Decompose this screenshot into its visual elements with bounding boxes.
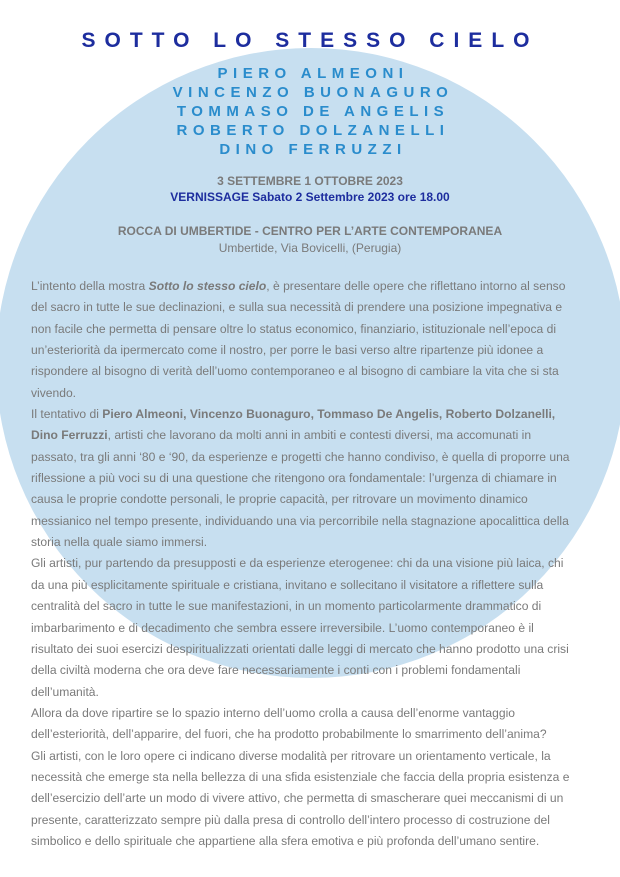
venue-name: ROCCA DI UMBERTIDE - CENTRO PER L’ARTE CONTEMPORANEA	[117, 224, 503, 238]
exhibition-title: SOTTO LO STESSO CIELO	[81, 29, 539, 52]
text-line: dell’umanità.	[31, 684, 99, 699]
text-line: Allora da dove ripartire se lo spazio interno dell’uomo crolla a causa dell’enorme vantaggio	[31, 705, 516, 720]
artist-name: VINCENZO BUONAGURO	[172, 84, 454, 101]
text-line: centralità del sacro in tutte le sue manifestazioni, in un momento particolarmente drammatico di	[31, 599, 542, 614]
text-line: risultato dei suoi esercizi despiritualizzati orientati dalle leggi di mercato che hanno prodotto una crisi	[31, 641, 569, 656]
text-line: necessità che emerge sta nella bellezza di una sfida esistenziale che faccia della propria esistenza e	[31, 769, 570, 784]
text-line: non facile che permetta di pensare oltre lo status economico, finanziario, istituzionale nell’epoca di	[31, 321, 557, 336]
text-line: imbarbarimento e di decadimento che sembra essere irreversibile. L’uomo contemporaneo è il	[31, 620, 534, 635]
text-line: Gli artisti, con le loro opere ci indicano diverse modalità per ritrovare un orientamento verticale, la	[31, 748, 551, 763]
artist-name: TOMMASO DE ANGELIS	[176, 103, 450, 120]
text-line: dell’esteriorità, dell’apparire, del fuori, che ha prodotto probabilmente lo smarrimento dell’anima?	[31, 727, 547, 742]
artist-names-inline: Piero Almeoni, Vincenzo Buonaguro, Tommaso De Angelis, Roberto Dolzanelli,	[102, 407, 556, 422]
text-line: storia nella quale siamo immersi.	[31, 535, 208, 550]
artist-name: DINO FERRUZZI	[219, 141, 407, 158]
artist-name: PIERO ALMEONI	[217, 65, 409, 82]
artist-list	[0, 64, 620, 159]
text-line: della civiltà moderna che ora deve fare necessariamente i conti con i problemi fondamentali	[31, 663, 521, 678]
exhibition-title-inline: Sotto lo stesso cielo	[148, 279, 267, 293]
text-line: simbolico e dello spirituale che appartiene alla sfera emotiva e più profonda dell’umano sentire.	[31, 833, 540, 848]
text-line: passato, tra gli anni ‘80 e ‘90, da esperienze e progetti che hanno condiviso, è quella di proporre una	[31, 449, 570, 464]
text-line	[31, 404, 591, 425]
text-line	[31, 276, 591, 297]
text-span: , artisti che lavorano da molti anni in ambiti e contesti diversi, ma accomunati in	[107, 428, 532, 443]
artist-names-inline: Dino Ferruzzi	[31, 428, 108, 443]
text-line: causa le proprie condotte personali, le proprie capacità, per ritrovare un movimento dinamico	[31, 492, 528, 507]
artist-name: ROBERTO DOLZANELLI	[176, 122, 450, 139]
text-span: , è presentare delle opere che riflettano intorno al senso	[266, 279, 566, 293]
text-line	[31, 425, 591, 446]
text-line: rispondere al bisogno di verità dell’uomo contemporaneo e al bisogno di cambiare la vita che si sta	[31, 364, 559, 379]
text-line: da una più esplicitamente spirituale e cristiana, invitano e sollecitano il visitatore a riflettere sulla	[31, 577, 544, 592]
text-line: Gli artisti, pur partendo da presupposti e da esperienze eterogenee: chi da una visione più laica, chi	[31, 556, 564, 571]
text-span: L’intento della mostra	[31, 279, 149, 293]
text-line: riflessione a più voci su di una questione che ritengono ora fondamentale: l’urgenza di chiamare in	[31, 471, 557, 486]
text-line: un’esteriorità da ipermercato come il nostro, per porre le basi verso altre ripartenze più idonee a	[31, 343, 544, 358]
text-line: del sacro in tutte le sue declinazioni, e sulla sua necessità di prendere una posizione impegnativa e	[31, 300, 563, 315]
exhibition-dates: 3 SETTEMBRE 1 OTTOBRE 2023	[217, 174, 403, 188]
text-line: dell’esercizio dell’arte un modo di vivere attivo, che permetta di smascherare quei meccanismi di un	[31, 791, 564, 806]
venue-address: Umbertide, Via Bovicelli, (Perugia)	[218, 241, 402, 255]
text-line: messianico nel tempo presente, individuando una via percorribile nella stagnazione apocalittica della	[31, 513, 569, 528]
text-line: presente, caratterizzato sempre più dalla presa di controllo dell’intero processo di costruzione del	[31, 812, 550, 827]
vernissage-info: VERNISSAGE Sabato 2 Settembre 2023 ore 18.00	[170, 190, 450, 204]
text-span: Il tentativo di	[31, 407, 103, 422]
exhibition-text	[31, 276, 591, 852]
text-line: vivendo.	[31, 385, 77, 400]
